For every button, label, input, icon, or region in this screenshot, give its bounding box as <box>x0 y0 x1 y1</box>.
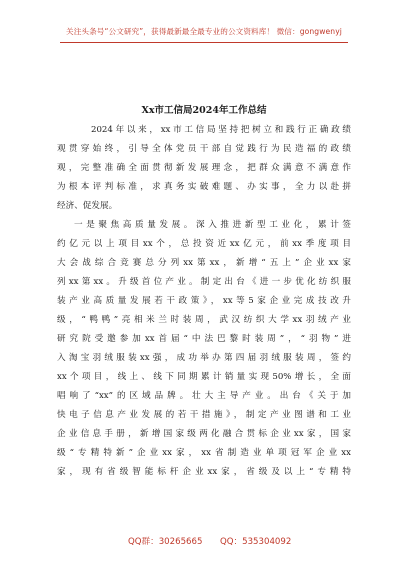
paragraph-line: 家，现有省级智能标杆企业xx家，省级及以上“专精特 <box>57 467 351 477</box>
paragraph-line: 2024年以来，xx市工信局坚持把树立和践行正确政绩 <box>91 125 351 135</box>
paragraph-line: 约亿元以上项目xx个，总投资近xx亿元，前xx季度项目 <box>57 239 351 249</box>
paragraph-line: 观，完整准确全面贯彻新发展理念，把群众满意不满意作 <box>57 163 351 173</box>
document-title: Xx市工信局2024年工作总结 <box>141 105 267 116</box>
qq-group-text: QQ群：30265665 <box>128 537 203 547</box>
paragraph-line: 列xx第xx。升级首位产业。制定出台《进一步优化纺织服 <box>57 277 351 287</box>
paragraph-line: 装产业高质量发展若干政策》，xx等5家企业完成技改升 <box>57 296 351 306</box>
paragraph-line: 唱响了“xx”的区域品牌。壮大主导产业。出台《关于加 <box>57 391 351 401</box>
paragraph-line: 为根本评判标准，求真务实破难题、办实事，全力以赴拼 <box>57 182 351 192</box>
paragraph-line: 研究院受邀参加xx首届“中法巴黎时装周”，“羽物”进 <box>57 334 351 344</box>
paragraph-line: 观贯穿始终，引导全体党员干部自觉践行为民造福的政绩 <box>57 144 351 154</box>
paragraph-line: 经济、促发展。 <box>57 201 118 211</box>
footer-contact <box>0 535 408 549</box>
paragraph-line: 企业信息手册，新增国家级两化融合贯标企业xx家，国家 <box>57 429 351 439</box>
paragraph-line: xx个项目，线上、线下同期累计销量实现50%增长，全面 <box>57 372 351 382</box>
paragraph-line: 入淘宝羽绒服装xx强，成功举办第四届羽绒服装周，签约 <box>57 353 351 363</box>
header-divider <box>60 42 348 43</box>
paragraph-line: 一是聚焦高质量发展。深入推进新型工业化，累计签 <box>74 220 351 230</box>
paragraph-line: 级“专精特新”企业xx家，xx省制造业单项冠军企业xx <box>57 448 351 458</box>
document-body <box>57 121 351 482</box>
paragraph-line: 级，“鸭鸭”亮相米兰时装周，武汉纺织大学xx羽绒产业 <box>57 315 351 325</box>
header-banner: 关注头条号“公文研究”，获得最新最全最专业的公文资料库！ 微信：gongwenyj <box>66 27 342 36</box>
paragraph-line: 大会战综合竞赛总分列xx第xx，新增“五上”企业xx家 <box>57 258 351 268</box>
qq-number-text: QQ：535304092 <box>220 537 292 547</box>
paragraph-line: 快电子信息产业发展的若干措施》，制定产业图谱和工业 <box>57 410 351 420</box>
